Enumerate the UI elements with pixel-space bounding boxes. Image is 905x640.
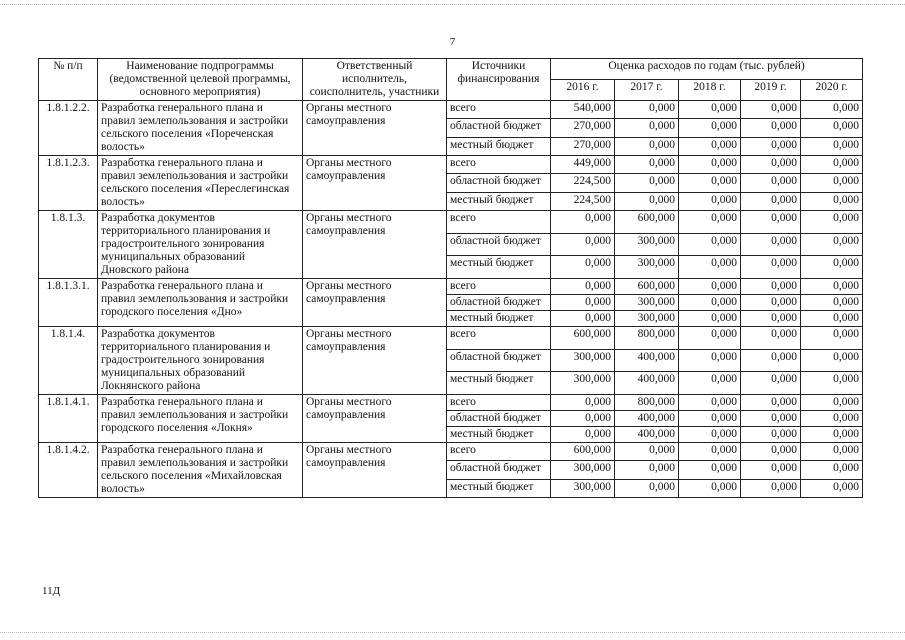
- row-value: 0,000: [679, 395, 741, 411]
- row-value: 0,000: [551, 311, 615, 327]
- row-value: 0,000: [679, 479, 741, 497]
- row-value: 0,000: [741, 427, 801, 443]
- row-value: 270,000: [551, 119, 615, 137]
- row-source: областной бюджет: [447, 174, 551, 192]
- row-value: 0,000: [679, 279, 741, 295]
- row-value: 600,000: [615, 211, 679, 234]
- row-value: 0,000: [801, 395, 863, 411]
- row-value: 0,000: [801, 156, 863, 174]
- row-value: 400,000: [615, 427, 679, 443]
- row-source: всего: [447, 327, 551, 350]
- row-value: 0,000: [551, 256, 615, 279]
- row-value: 0,000: [741, 349, 801, 372]
- row-source: местный бюджет: [447, 256, 551, 279]
- row-source: всего: [447, 211, 551, 234]
- row-value: 0,000: [679, 461, 741, 479]
- row-value: 0,000: [741, 137, 801, 155]
- table-row: [39, 156, 863, 174]
- row-source: местный бюджет: [447, 372, 551, 395]
- row-value: 300,000: [551, 349, 615, 372]
- row-value: 0,000: [551, 395, 615, 411]
- header-estimate: Оценка расходов по годам (тыс. рублей): [551, 59, 863, 80]
- row-value: 0,000: [551, 233, 615, 256]
- row-value: 600,000: [551, 327, 615, 350]
- row-source: всего: [447, 395, 551, 411]
- row-source: всего: [447, 156, 551, 174]
- row-responsible: Органы местного самоуправления: [303, 395, 447, 443]
- row-value: 0,000: [615, 174, 679, 192]
- row-name: Разработка генерального плана и правил землепользования и застройки городского поселения «Дно»: [98, 279, 303, 327]
- row-value: 300,000: [551, 461, 615, 479]
- row-value: 0,000: [679, 427, 741, 443]
- row-responsible: Органы местного самоуправления: [303, 101, 447, 156]
- table-row: [39, 327, 863, 350]
- row-value: 0,000: [801, 311, 863, 327]
- row-value: 300,000: [615, 311, 679, 327]
- row-name: Разработка генерального плана и правил землепользования и застройки сельского поселения «Михайловская волость»: [98, 443, 303, 498]
- table-body: [39, 101, 863, 498]
- row-value: 0,000: [741, 411, 801, 427]
- row-value: 0,000: [741, 327, 801, 350]
- row-source: местный бюджет: [447, 427, 551, 443]
- row-value: 400,000: [615, 349, 679, 372]
- row-value: 0,000: [679, 295, 741, 311]
- row-value: 0,000: [679, 349, 741, 372]
- row-value: 0,000: [741, 192, 801, 210]
- row-value: 0,000: [551, 279, 615, 295]
- row-code: 1.8.1.4.1.: [39, 395, 98, 443]
- row-value: 0,000: [741, 256, 801, 279]
- row-value: 0,000: [615, 137, 679, 155]
- row-value: 0,000: [801, 119, 863, 137]
- row-value: 0,000: [801, 279, 863, 295]
- row-name: Разработка документов территориального планирования и градостроительного зонирования муниципальных образований Локнянского района: [98, 327, 303, 395]
- table-header: [39, 59, 863, 101]
- row-value: 0,000: [551, 211, 615, 234]
- row-value: 0,000: [801, 327, 863, 350]
- row-value: 0,000: [801, 443, 863, 461]
- row-value: 300,000: [615, 233, 679, 256]
- row-value: 540,000: [551, 101, 615, 119]
- row-value: 0,000: [801, 192, 863, 210]
- scan-edge-bottom: [0, 632, 905, 633]
- header-year: 2018 г.: [679, 80, 741, 101]
- row-value: 600,000: [615, 279, 679, 295]
- row-name: Разработка документов территориального планирования и градостроительного зонирования муниципальных образований Дновского района: [98, 211, 303, 279]
- row-value: 0,000: [741, 119, 801, 137]
- row-value: 0,000: [679, 119, 741, 137]
- row-value: 0,000: [741, 101, 801, 119]
- row-name: Разработка генерального плана и правил землепользования и застройки сельского поселения «Переслегинская волость»: [98, 156, 303, 211]
- header-num: № п/п: [39, 59, 98, 101]
- header-year: 2016 г.: [551, 80, 615, 101]
- row-value: 0,000: [741, 311, 801, 327]
- row-value: 800,000: [615, 395, 679, 411]
- row-value: 300,000: [551, 479, 615, 497]
- row-responsible: Органы местного самоуправления: [303, 156, 447, 211]
- header-responsible: Ответственный исполнитель, соисполнитель, участники: [303, 59, 447, 101]
- row-code: 1.8.1.4.: [39, 327, 98, 395]
- row-value: 0,000: [741, 395, 801, 411]
- row-responsible: Органы местного самоуправления: [303, 443, 447, 498]
- row-source: местный бюджет: [447, 192, 551, 210]
- row-code: 1.8.1.4.2.: [39, 443, 98, 498]
- row-value: 0,000: [801, 349, 863, 372]
- row-value: 0,000: [615, 119, 679, 137]
- header-year: 2019 г.: [741, 80, 801, 101]
- row-value: 0,000: [741, 174, 801, 192]
- row-value: 0,000: [741, 372, 801, 395]
- footer-code: 11Д: [42, 585, 61, 597]
- row-value: 0,000: [679, 137, 741, 155]
- scan-edge-top: [0, 4, 905, 5]
- row-value: 0,000: [679, 256, 741, 279]
- row-responsible: Органы местного самоуправления: [303, 327, 447, 395]
- row-source: местный бюджет: [447, 479, 551, 497]
- row-value: 0,000: [551, 411, 615, 427]
- row-value: 0,000: [741, 479, 801, 497]
- row-value: 0,000: [679, 327, 741, 350]
- row-source: всего: [447, 101, 551, 119]
- row-value: 600,000: [551, 443, 615, 461]
- row-value: 0,000: [551, 295, 615, 311]
- table-row: [39, 279, 863, 295]
- row-value: 0,000: [679, 101, 741, 119]
- row-value: 0,000: [801, 372, 863, 395]
- row-name: Разработка генерального плана и правил землепользования и застройки городского поселения «Локня»: [98, 395, 303, 443]
- row-value: 0,000: [801, 427, 863, 443]
- row-value: 0,000: [679, 174, 741, 192]
- table-row: [39, 101, 863, 119]
- row-value: 0,000: [615, 101, 679, 119]
- row-value: 224,500: [551, 174, 615, 192]
- row-value: 0,000: [801, 461, 863, 479]
- row-code: 1.8.1.3.1.: [39, 279, 98, 327]
- row-source: областной бюджет: [447, 411, 551, 427]
- row-value: 0,000: [551, 427, 615, 443]
- header-sources: Источники финансирования: [447, 59, 551, 101]
- row-value: 0,000: [679, 311, 741, 327]
- row-responsible: Органы местного самоуправления: [303, 279, 447, 327]
- row-value: 0,000: [679, 411, 741, 427]
- row-value: 0,000: [741, 443, 801, 461]
- row-value: 800,000: [615, 327, 679, 350]
- row-value: 0,000: [801, 101, 863, 119]
- row-code: 1.8.1.2.2.: [39, 101, 98, 156]
- row-value: 449,000: [551, 156, 615, 174]
- row-value: 300,000: [615, 295, 679, 311]
- row-value: 0,000: [615, 156, 679, 174]
- row-value: 0,000: [679, 443, 741, 461]
- row-source: всего: [447, 443, 551, 461]
- row-source: областной бюджет: [447, 349, 551, 372]
- row-value: 300,000: [615, 256, 679, 279]
- table-row: [39, 211, 863, 234]
- row-value: 0,000: [741, 295, 801, 311]
- row-value: 270,000: [551, 137, 615, 155]
- row-value: 0,000: [801, 211, 863, 234]
- row-value: 0,000: [801, 411, 863, 427]
- row-value: 0,000: [615, 479, 679, 497]
- row-value: 0,000: [741, 211, 801, 234]
- row-value: 0,000: [801, 256, 863, 279]
- table-row: [39, 395, 863, 411]
- row-value: 224,500: [551, 192, 615, 210]
- row-value: 0,000: [615, 192, 679, 210]
- row-source: областной бюджет: [447, 461, 551, 479]
- row-value: 0,000: [741, 461, 801, 479]
- row-value: 0,000: [741, 156, 801, 174]
- row-value: 300,000: [551, 372, 615, 395]
- row-source: областной бюджет: [447, 119, 551, 137]
- row-value: 0,000: [679, 211, 741, 234]
- row-name: Разработка генерального плана и правил землепользования и застройки сельского поселения «Пореченская волость»: [98, 101, 303, 156]
- financing-table: [38, 58, 863, 498]
- table-row: [39, 443, 863, 461]
- row-value: 0,000: [679, 233, 741, 256]
- header-name: Наименование подпрограммы (ведомственной целевой программы, основного мероприятия): [98, 59, 303, 101]
- row-value: 0,000: [801, 233, 863, 256]
- row-source: областной бюджет: [447, 295, 551, 311]
- row-value: 0,000: [679, 372, 741, 395]
- page-number: 7: [449, 36, 456, 48]
- row-source: областной бюджет: [447, 233, 551, 256]
- row-responsible: Органы местного самоуправления: [303, 211, 447, 279]
- row-value: 0,000: [679, 156, 741, 174]
- row-value: 400,000: [615, 411, 679, 427]
- row-source: местный бюджет: [447, 311, 551, 327]
- row-value: 0,000: [679, 192, 741, 210]
- row-code: 1.8.1.2.3.: [39, 156, 98, 211]
- row-value: 400,000: [615, 372, 679, 395]
- header-year: 2017 г.: [615, 80, 679, 101]
- row-value: 0,000: [615, 461, 679, 479]
- row-code: 1.8.1.3.: [39, 211, 98, 279]
- header-year: 2020 г.: [801, 80, 863, 101]
- row-value: 0,000: [801, 295, 863, 311]
- row-value: 0,000: [801, 479, 863, 497]
- row-value: 0,000: [741, 233, 801, 256]
- row-value: 0,000: [741, 279, 801, 295]
- row-value: 0,000: [615, 443, 679, 461]
- row-value: 0,000: [801, 137, 863, 155]
- row-source: местный бюджет: [447, 137, 551, 155]
- row-source: всего: [447, 279, 551, 295]
- row-value: 0,000: [801, 174, 863, 192]
